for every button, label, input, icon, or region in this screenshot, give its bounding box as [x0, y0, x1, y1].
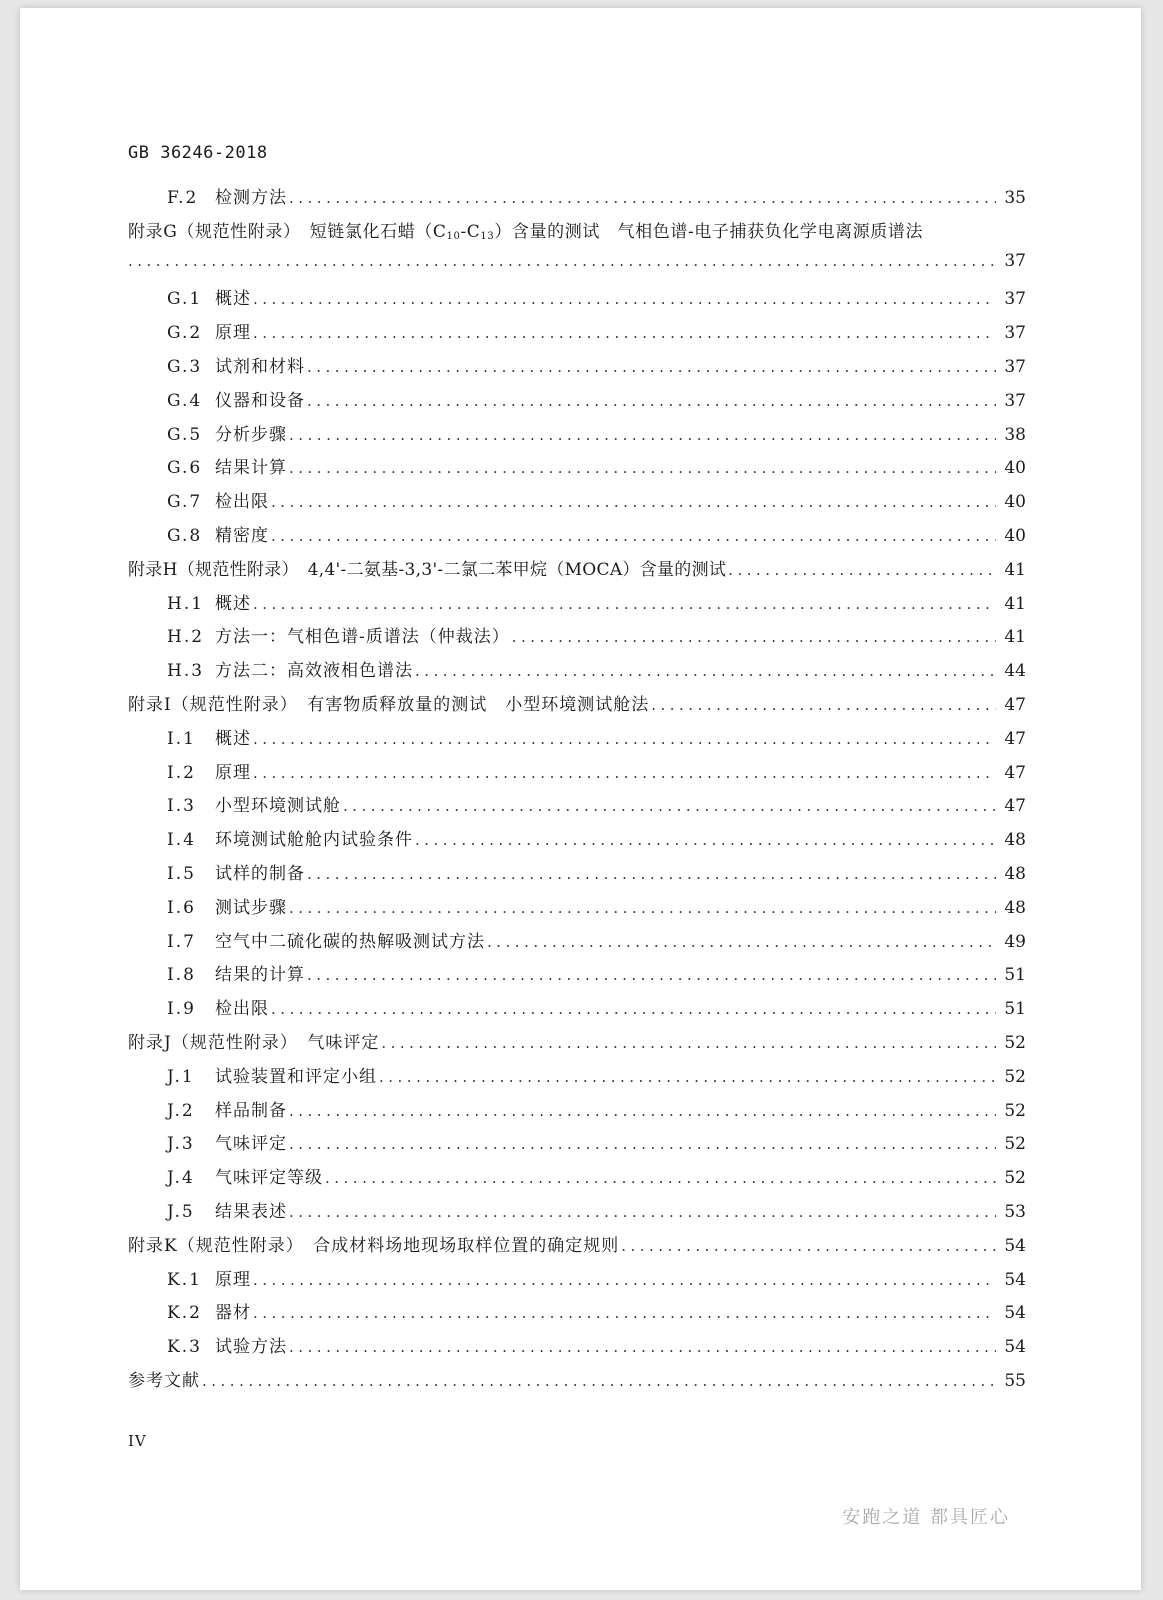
- leader-dots: [307, 358, 996, 376]
- toc-title: 环境测试舱舱内试验条件: [215, 830, 413, 851]
- standard-code: GB 36246-2018: [128, 143, 268, 163]
- leader-dots: [343, 797, 996, 815]
- leader-dots: [289, 426, 996, 444]
- toc-entry[interactable]: [128, 487, 1026, 521]
- leader-dots: [128, 252, 996, 270]
- toc-page: 47: [1004, 728, 1026, 749]
- leader-dots: [253, 730, 996, 748]
- annex-label: 附录G（规范性附录）: [128, 221, 293, 242]
- subscript: 13: [480, 230, 495, 242]
- toc-title: 原理: [215, 323, 251, 344]
- toc-entry[interactable]: [128, 791, 1026, 825]
- toc-entry[interactable]: [128, 622, 1026, 656]
- toc-title: 仪器和设备: [215, 390, 305, 411]
- toc-page: 35: [1004, 188, 1026, 208]
- toc-title: 结果的计算: [215, 965, 305, 986]
- table-of-contents: [128, 183, 1026, 1400]
- toc-number: I.4: [167, 830, 196, 851]
- toc-number: G.1: [167, 289, 203, 310]
- toc-title: 检出限: [215, 999, 269, 1020]
- toc-page: 52: [1004, 1134, 1026, 1155]
- toc-title: 原理: [215, 1269, 251, 1290]
- toc-title: 概述: [215, 289, 251, 310]
- toc-page: 48: [1004, 863, 1026, 884]
- toc-title: 器材: [215, 1303, 251, 1324]
- toc-title: 附录J（规范性附录） 气味评定: [128, 1032, 380, 1053]
- toc-page: 47: [1004, 796, 1026, 817]
- toc-page: 37: [1004, 390, 1026, 411]
- leader-dots: [253, 290, 996, 308]
- toc-entry[interactable]: [128, 284, 1026, 318]
- toc-title: 试样的制备: [215, 863, 305, 884]
- toc-title: 精密度: [215, 525, 269, 546]
- toc-title: 结果计算: [215, 458, 287, 479]
- toc-number: H.3: [167, 661, 205, 682]
- toc-title: 分析步骤: [215, 424, 287, 445]
- leader-dots: [415, 662, 996, 680]
- document-page: [20, 8, 1141, 1590]
- toc-title: 气味评定等级: [215, 1168, 323, 1189]
- toc-entry[interactable]: [128, 960, 1026, 994]
- toc-entry[interactable]: [128, 589, 1026, 623]
- toc-title: 参考文献: [128, 1370, 200, 1391]
- leader-dots: [289, 1102, 996, 1120]
- leader-dots: [307, 966, 996, 984]
- leader-dots: [621, 1237, 996, 1255]
- toc-number: I.9: [167, 999, 196, 1020]
- toc-number: I.2: [167, 762, 196, 783]
- toc-page: 40: [1004, 458, 1026, 479]
- toc-page: 52: [1004, 1100, 1026, 1121]
- toc-entry[interactable]: [128, 1265, 1026, 1299]
- toc-number: J.4: [167, 1168, 195, 1189]
- toc-entry-references[interactable]: [128, 1366, 1026, 1400]
- toc-number: J.1: [167, 1066, 195, 1087]
- toc-page: 44: [1004, 661, 1026, 682]
- toc-page: 47: [1004, 694, 1026, 715]
- toc-entry[interactable]: [128, 656, 1026, 690]
- toc-title: 方法二：高效液相色谱法: [215, 661, 413, 682]
- toc-number: G.5: [167, 424, 203, 445]
- toc-entry[interactable]: [128, 1163, 1026, 1197]
- toc-number: G.7: [167, 492, 203, 513]
- toc-number: K.2: [167, 1303, 202, 1324]
- toc-number: J.3: [167, 1134, 195, 1155]
- toc-number: H.2: [167, 627, 205, 648]
- toc-page: 52: [1004, 1066, 1026, 1087]
- watermark-text: 安跑之道 都具匠心: [842, 1507, 1010, 1528]
- toc-entry-annex-g[interactable]: [128, 217, 1026, 251]
- toc-page: 37: [1004, 289, 1026, 310]
- toc-title: 方法一：气相色谱-质谱法（仲裁法）: [215, 627, 510, 648]
- toc-number: I.5: [167, 863, 196, 884]
- toc-entry-annex-g-continuation[interactable]: [128, 251, 1026, 285]
- leader-dots: [253, 324, 996, 342]
- toc-number: K.1: [167, 1269, 202, 1290]
- toc-entry[interactable]: [128, 420, 1026, 454]
- subscript: 10: [446, 230, 461, 242]
- toc-page: 37: [1004, 323, 1026, 344]
- toc-entry-annex-h[interactable]: [128, 555, 1026, 589]
- toc-number: I.8: [167, 965, 196, 986]
- toc-page: 40: [1004, 525, 1026, 546]
- leader-dots: [289, 1135, 996, 1153]
- toc-page: 51: [1004, 965, 1026, 986]
- toc-entry[interactable]: [128, 825, 1026, 859]
- toc-number: H.1: [167, 593, 205, 614]
- toc-number: I.7: [167, 931, 196, 952]
- annex-title-part: -C: [460, 221, 481, 242]
- toc-title: 结果表述: [215, 1201, 287, 1222]
- toc-title: 样品制备: [215, 1100, 287, 1121]
- toc-entry[interactable]: [128, 893, 1026, 927]
- toc-title: 附录H（规范性附录） 4,4'-二氨基-3,3'-二氯二苯甲烷（MOCA）含量的测试: [128, 559, 727, 580]
- toc-number: I.3: [167, 796, 196, 817]
- toc-number: I.1: [167, 728, 196, 749]
- leader-dots: [271, 527, 996, 545]
- toc-page: 37: [1004, 356, 1026, 377]
- toc-number: G.2: [167, 323, 203, 344]
- toc-page: 41: [1004, 559, 1026, 580]
- toc-title: 概述: [215, 728, 251, 749]
- toc-entry[interactable]: [128, 994, 1026, 1028]
- leader-dots: [307, 392, 996, 410]
- toc-entry[interactable]: [128, 1062, 1026, 1096]
- toc-page: 54: [1004, 1235, 1026, 1256]
- toc-title: 空气中二硫化碳的热解吸测试方法: [215, 931, 485, 952]
- toc-entry[interactable]: [128, 352, 1026, 386]
- toc-title: 试剂和材料: [215, 356, 305, 377]
- toc-number: F.2: [167, 188, 199, 208]
- leader-dots: [381, 1034, 996, 1052]
- leader-dots: [271, 493, 996, 511]
- annex-title-part: 短链氯化石蜡（C: [309, 221, 447, 242]
- toc-page: 54: [1004, 1337, 1026, 1358]
- toc-entry[interactable]: [128, 453, 1026, 487]
- toc-title: 附录K（规范性附录） 合成材料场地现场取样位置的确定规则: [128, 1235, 620, 1256]
- toc-number: K.3: [167, 1337, 202, 1358]
- toc-title: [128, 217, 923, 242]
- toc-title: 试验方法: [215, 1337, 287, 1358]
- toc-number: G.4: [167, 390, 203, 411]
- page-number: IV: [128, 1432, 147, 1450]
- toc-entry[interactable]: [128, 521, 1026, 555]
- toc-number: G.6: [167, 458, 203, 479]
- leader-dots: [651, 696, 996, 714]
- toc-entry-annex-k[interactable]: [128, 1231, 1026, 1265]
- toc-entry[interactable]: [128, 859, 1026, 893]
- toc-entry[interactable]: [128, 1129, 1026, 1163]
- leader-dots: [253, 595, 996, 613]
- toc-entry[interactable]: [128, 1096, 1026, 1130]
- leader-dots: [512, 628, 996, 646]
- toc-number: J.5: [167, 1201, 195, 1222]
- leader-dots: [271, 1000, 996, 1018]
- leader-dots: [289, 1338, 996, 1356]
- toc-entry-f2[interactable]: [128, 183, 1026, 217]
- toc-page: 51: [1004, 999, 1026, 1020]
- toc-page: 52: [1004, 1032, 1026, 1053]
- toc-title: 检测方法: [215, 188, 287, 208]
- annex-title-part: ）含量的测试 气相色谱-电子捕获负化学电离源质谱法: [494, 221, 924, 242]
- toc-page: 49: [1004, 931, 1026, 952]
- toc-entry[interactable]: [128, 724, 1026, 758]
- toc-entry-annex-i[interactable]: [128, 690, 1026, 724]
- toc-page: 41: [1004, 593, 1026, 614]
- toc-page: 38: [1004, 424, 1026, 445]
- leader-dots: [415, 831, 996, 849]
- toc-page: 52: [1004, 1168, 1026, 1189]
- toc-page: 47: [1004, 762, 1026, 783]
- toc-page: 41: [1004, 627, 1026, 648]
- toc-entry-annex-j[interactable]: [128, 1028, 1026, 1062]
- leader-dots: [379, 1068, 996, 1086]
- toc-entry[interactable]: [128, 1197, 1026, 1231]
- toc-title: 小型环境测试舱: [215, 796, 341, 817]
- toc-entry[interactable]: [128, 1332, 1026, 1366]
- leader-dots: [487, 933, 996, 951]
- toc-title: 试验装置和评定小组: [215, 1066, 377, 1087]
- leader-dots: [289, 899, 996, 917]
- toc-number: I.6: [167, 897, 196, 918]
- toc-page: 40: [1004, 492, 1026, 513]
- leader-dots: [202, 1372, 996, 1390]
- toc-entry[interactable]: [128, 1298, 1026, 1332]
- toc-title: 测试步骤: [215, 897, 287, 918]
- toc-page: 54: [1004, 1303, 1026, 1324]
- toc-entry[interactable]: [128, 927, 1026, 961]
- toc-title: 原理: [215, 762, 251, 783]
- toc-number: G.8: [167, 525, 203, 546]
- toc-page: 53: [1004, 1201, 1026, 1222]
- leader-dots: [325, 1169, 996, 1187]
- leader-dots: [289, 189, 996, 207]
- leader-dots: [728, 561, 996, 579]
- toc-number: G.3: [167, 356, 203, 377]
- leader-dots: [253, 1271, 996, 1289]
- toc-title: 附录I（规范性附录） 有害物质释放量的测试 小型环境测试舱法: [128, 694, 650, 715]
- toc-title: 检出限: [215, 492, 269, 513]
- toc-entry[interactable]: [128, 386, 1026, 420]
- leader-dots: [289, 1203, 996, 1221]
- toc-page: 55: [1004, 1370, 1026, 1391]
- leader-dots: [253, 764, 996, 782]
- toc-page: 54: [1004, 1269, 1026, 1290]
- toc-entry[interactable]: [128, 758, 1026, 792]
- leader-dots: [307, 865, 996, 883]
- leader-dots: [289, 459, 996, 477]
- toc-page: 48: [1004, 897, 1026, 918]
- toc-entry[interactable]: [128, 318, 1026, 352]
- toc-page: 37: [1004, 250, 1026, 271]
- toc-title: 概述: [215, 593, 251, 614]
- toc-page: 48: [1004, 830, 1026, 851]
- leader-dots: [253, 1304, 996, 1322]
- toc-number: J.2: [167, 1100, 195, 1121]
- toc-title: 气味评定: [215, 1134, 287, 1155]
